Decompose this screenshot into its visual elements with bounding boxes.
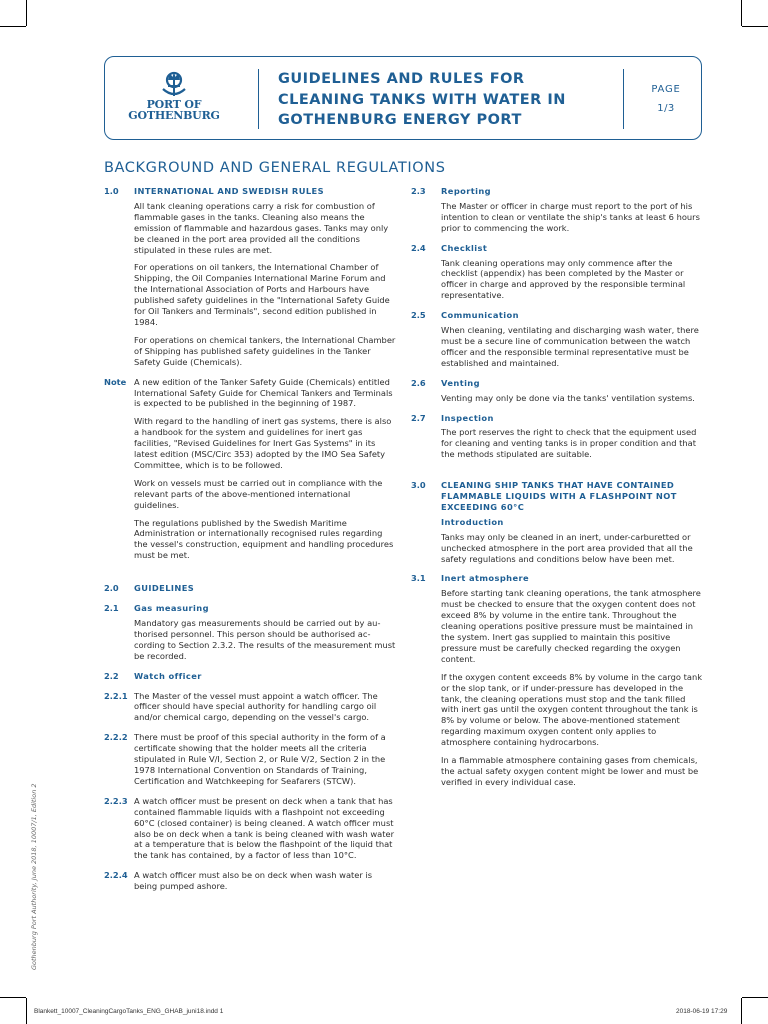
section-heading: Inert atmosphere xyxy=(441,573,530,584)
section-item xyxy=(411,413,703,461)
header-divider xyxy=(623,69,624,129)
crop-mark xyxy=(742,26,768,27)
section-number: 2.4 xyxy=(411,242,426,253)
section-item xyxy=(104,583,396,594)
paragraph: A watch officer must be present on deck when a tank that has contained flammable liquids with a flashpoint not exceeding 60°C (closed container) is being cleaned. A watch officer must also be on deck when a tank is being cleaned with wash water at a temperature that is below the flashpoint of the liquid that the tank has contained, by a factor of less than 10°C. xyxy=(134,795,394,861)
section-item xyxy=(104,671,396,682)
section-heading: INTERNATIONAL AND SWEDISH RULES xyxy=(134,186,324,196)
paragraph: When cleaning, ventilating and discharging wash water, there must be a secure line of communication between the watch officer and the responsible terminal representative must be established and maintained. xyxy=(441,325,699,368)
section-item xyxy=(104,691,396,724)
section-item xyxy=(104,603,396,662)
section-number: 2.7 xyxy=(411,412,426,423)
crop-mark xyxy=(0,997,26,998)
paragraph: The port reserves the right to check that the equipment used for cleaning and venting tanks is in proper condition and that the methods stipulated are suitable. xyxy=(441,427,697,460)
section-subheading: Introduction xyxy=(441,516,504,527)
section-number: 2.2.3 xyxy=(104,795,128,806)
section-item xyxy=(411,310,703,369)
paragraph: There must be proof of this special authority in the form of a certificate showing that the holder meets all the criteria stipulated in Rule V/I, Section 2, or Rule V/2, Section 2 in the 1978 International Convention on Standards of Training, Certification and Watchkeeping for Seafarers (STCW). xyxy=(134,732,386,786)
port-of-gothenburg-logo xyxy=(121,69,227,129)
paragraph: Tank cleaning operations may only commence after the checklist (appendix) has been completed by the Master or officer in charge and approved by the responsible terminal representative. xyxy=(441,257,686,301)
right-column xyxy=(411,186,703,788)
section-item xyxy=(411,480,703,564)
section-heading: Reporting xyxy=(441,186,492,196)
page-label: PAGE xyxy=(651,84,681,95)
section-number: 1.0 xyxy=(104,186,119,196)
paragraph: For operations on chemical tankers, the International Chamber of Shipping has published safety guidelines in the Tanker Safety Guide (Chemicals). xyxy=(134,334,396,367)
paragraph: Tanks may only be cleaned in an inert, under-carburetted or unchecked atmosphere in the port area provided that all the safety regulations and conditions below have been met. xyxy=(441,531,693,564)
section-heading: GUIDELINES xyxy=(134,583,195,594)
section-heading: Inspection xyxy=(441,412,494,423)
paragraph: Venting may only be done via the tanks' ventilation systems. xyxy=(441,392,695,403)
title-line: GOTHENBURG ENERGY PORT xyxy=(278,112,522,128)
section-number: 2.1 xyxy=(104,603,119,614)
paragraph: With regard to the handling of inert gas systems, there is also a handbook for the system and guidelines for inert gas facilities, "Revised Guidelines for Inert Gas Systems" in its latest edition (MSC/Circ 353) adopted by the IMO Sea Safety Committee, which is to be followed. xyxy=(134,416,392,470)
section-item xyxy=(104,732,396,787)
paragraph: Before starting tank cleaning operations, the tank atmosphere must be checked to ensure that the oxygen content does not exceed 8% by volume in the entire tank. Throughout the cleaning operations positive pressure must be maintained in the system. Inert gas supplied to maintain this positive pressure must be carefully checked regarding the oxygen content. xyxy=(441,588,701,664)
paragraph: A watch officer must also be on deck when wash water is being pumped ashore. xyxy=(134,870,373,892)
logo-line-1: PORT OF xyxy=(146,98,202,111)
section-number: 2.5 xyxy=(411,310,426,321)
section-number: 2.3 xyxy=(411,186,426,196)
section-item xyxy=(104,870,396,892)
page-number: 1/3 xyxy=(657,103,675,114)
crop-mark xyxy=(26,998,27,1024)
section-number: Note xyxy=(104,376,127,387)
section-item xyxy=(104,796,396,861)
section-heading: Watch officer xyxy=(134,670,202,681)
title-line: CLEANING TANKS WITH WATER IN xyxy=(278,91,566,108)
title-line: GUIDELINES AND RULES FOR xyxy=(278,71,525,87)
crop-mark xyxy=(742,997,768,998)
section-number: 2.6 xyxy=(411,377,426,388)
section-heading: Gas measuring xyxy=(134,603,209,614)
paragraph: The Master or officer in charge must report to the port of his intention to clean or ventilate the ship's tanks at least 6 hours prior to commencing the work. xyxy=(441,200,700,233)
section-item xyxy=(104,186,396,368)
section-number: 2.2.2 xyxy=(104,732,128,743)
paragraph: In a flammable atmosphere containing gases from chemicals, the actual safety oxygen content might be lower and must be verified in every individual case. xyxy=(441,755,699,787)
paragraph: Mandatory gas measurements should be carried out by au-thorised personnel. This person should be authorised ac-cording to Section 2.3.2. The results of the measurement must be recorded. xyxy=(134,618,396,661)
footer-filename: Blankett_10007_CleaningCargoTanks_ENG_GHAB_juni18.indd 1 xyxy=(34,1008,224,1015)
document-header xyxy=(104,56,702,140)
section-title: BACKGROUND AND GENERAL REGULATIONS xyxy=(104,160,446,176)
paragraph: The Master of the vessel must appoint a watch officer. The officer should have special authority for handling cargo oil and/or chemical cargo, depending on the vessel's cargo. xyxy=(134,690,378,723)
section-number: 3.0 xyxy=(411,480,426,491)
footer-date: 2018-06-19 17:29 xyxy=(676,1008,728,1015)
section-heading: Venting xyxy=(441,377,480,388)
paragraph: All tank cleaning operations carry a risk for combustion of flammable gases in the tanks. Cleaning also means the emission of flammable and hazardous gases. Tanks may only be cleaned in the port area provided all the conditions stipulated in these rules are met. xyxy=(134,200,389,255)
crop-mark xyxy=(0,26,26,27)
crop-mark xyxy=(741,0,742,26)
section-number: 2.2 xyxy=(104,670,119,681)
header-divider xyxy=(258,69,259,129)
section-number: 2.2.4 xyxy=(104,870,128,881)
crop-mark xyxy=(741,998,742,1024)
sidebar-edition-text: Gothenburg Port Authority, June 2018, 10007/1, Edition 2 xyxy=(30,783,38,970)
paragraph: A new edition of the Tanker Safety Guide (Chemicals) entitled International Safety Guide for Chemical Tankers and Terminals is expected to be published in the beginning of 1987. xyxy=(134,376,393,409)
section-item xyxy=(411,378,703,404)
paragraph: For operations on oil tankers, the International Chamber of Shipping, the Oil Companies International Marine Forum and the International Association of Ports and Harbours have published safety guidelines in the "International Safety Guide for Oil Tankers and Terminals", second edition published in 1984. xyxy=(134,262,390,327)
crop-mark xyxy=(26,0,27,26)
document-title xyxy=(278,69,608,131)
section-number: 2.0 xyxy=(104,583,119,594)
section-number: 3.1 xyxy=(411,573,426,584)
paragraph: The regulations published by the Swedish Maritime Administration or internationally recognised rules regarding the vessel's construction, equipment and handling procedures must be met. xyxy=(134,517,394,561)
section-item xyxy=(411,186,703,234)
section-number: 2.2.1 xyxy=(104,690,128,701)
section-item xyxy=(411,243,703,302)
section-heading: Checklist xyxy=(441,242,488,253)
paragraph: If the oxygen content exceeds 8% by volume in the cargo tank or the slop tank, or if under-pressure has developed in the tank, the cleaning operations must stop and the tank filled with inert gas until the oxygen content throughout the tank is 8% by volume or below. The above-mentioned statement regarding maximum oxygen content only applies to atmosphere containing hydrocarbons. xyxy=(441,671,703,748)
section-item xyxy=(104,377,396,562)
section-heading: CLEANING SHIP TANKS THAT HAVE CONTAINED FLAMMABLE LIQUIDS WITH A FLASHPOINT NOT EXCEEDING 60°C xyxy=(441,480,677,512)
section-heading: Communication xyxy=(441,310,519,321)
section-item xyxy=(411,573,703,787)
left-column xyxy=(104,186,396,892)
logo-line-2: GOTHENBURG xyxy=(128,109,220,122)
paragraph: Work on vessels must be carried out in compliance with the relevant parts of the above-mentioned international guidelines. xyxy=(134,477,383,510)
anchor-crown-icon xyxy=(159,69,189,99)
